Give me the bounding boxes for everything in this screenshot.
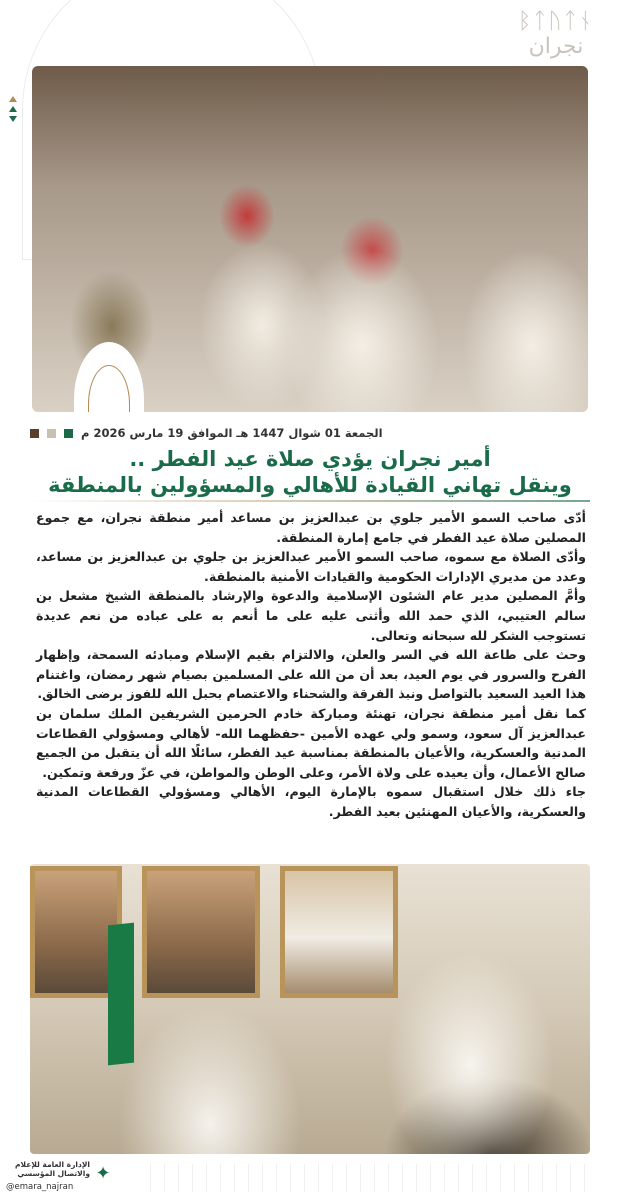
najran-brand-logo (518, 10, 594, 60)
brand-city-name: نجران (528, 34, 584, 59)
org-name-line-1: الإدارة العامة للإعلام (15, 1160, 90, 1169)
triangle-icon (9, 116, 17, 122)
date-text: الجمعة 01 شوال 1447 هـ الموافق 19 مارس 2026 م (81, 426, 383, 440)
reception-photo (30, 864, 590, 1154)
article-paragraph: كما نقل أمير منطقة نجران، تهنئة ومباركة خادم الحرمين الشريفين الملك سلمان بن عبدالعزيز آل سعود، وسمو ولي عهده الأمين -حفظهما الله- لأهالي ومسؤولي القطاعات المدنية والعسكرية، والأعيان بالمنطقة بمناسبة عيد الفطر، سائلًا الله أن يتقبل من الجميع صالح الأعمال، وأن يعيده على ولاة الأمر، وعلى الوطن والمواطن، في عزّ ورفعة وتمكين. (36, 705, 586, 780)
portrait-frame (142, 866, 260, 998)
portrait-frame (280, 866, 398, 998)
brand-glyphs: ᛒᛏᚢᛏᚾ (517, 9, 594, 34)
headline (30, 446, 590, 498)
footer-pattern (150, 1164, 590, 1192)
org-name-line-2: والاتصال المؤسسي (17, 1169, 90, 1178)
beige-square-icon (47, 429, 56, 438)
triangle-icon (9, 106, 17, 112)
decorative-triangles (9, 96, 17, 126)
article-paragraph: وحث على طاعة الله في السر والعلن، والالتزام بقيم الإسلام ومبادئه السمحة، وإظهار الفرح والسرور في يوم العيد، بعد أن من الله على المسلمين بصيام شهر رمضان، واغتنام هذا العيد السعيد بالتواصل ونبذ الفرقة والشحناء والاعتصام بحبل الله للفوز برضى الخالق. (36, 647, 586, 702)
org-name (6, 1160, 90, 1178)
saudi-flag-icon (108, 923, 134, 1066)
headline-line-2: وينقل تهاني القيادة للأهالي والمسؤولين بالمنطقة (48, 473, 572, 497)
palm-swords-emblem-icon: ✦ (95, 1163, 111, 1184)
social-handle[interactable]: @emara_najran (6, 1182, 74, 1192)
article-paragraph: وأدّى الصلاة مع سموه، صاحب السمو الأمير عبدالعزيز بن جلوي بن عبدالعزيز بن مساعد، وعدد من مديري الإدارات الحكومية والقيادات الأمنية بالمنطقة. (36, 549, 586, 584)
brown-square-icon (30, 429, 39, 438)
prayer-photo (32, 66, 588, 412)
article-paragraph: أدّى صاحب السمو الأمير جلوي بن عبدالعزيز بن مساعد أمير منطقة نجران، مع جموع المصلين صلاة عيد الفطر في جامع إمارة المنطقة. (36, 510, 586, 545)
date-line (30, 424, 590, 442)
headline-divider (30, 500, 590, 502)
triangle-icon (9, 96, 17, 102)
article-body (36, 508, 586, 822)
headline-line-1: أمير نجران يؤدي صلاة عيد الفطر .. (129, 447, 491, 471)
article-paragraph: وأمَّ المصلين مدير عام الشئون الإسلامية والدعوة والإرشاد بالمنطقة الشيخ مشعل بن سالم العتيبي، الذي حمد الله وأثنى عليه على ما أنعم به على عباده من نعم عديدة تستوجب الشكر لله سبحانه وتعالى. (36, 588, 586, 643)
arch-overlay-icon (74, 342, 144, 412)
green-square-icon (64, 429, 73, 438)
article-paragraph: جاء ذلك خلال استقبال سموه بالإمارة اليوم، الأهالي ومسؤولي القطاعات المدنية والعسكرية، والأعيان المهنئين بعيد الفطر. (36, 784, 586, 819)
footer (0, 1156, 620, 1200)
